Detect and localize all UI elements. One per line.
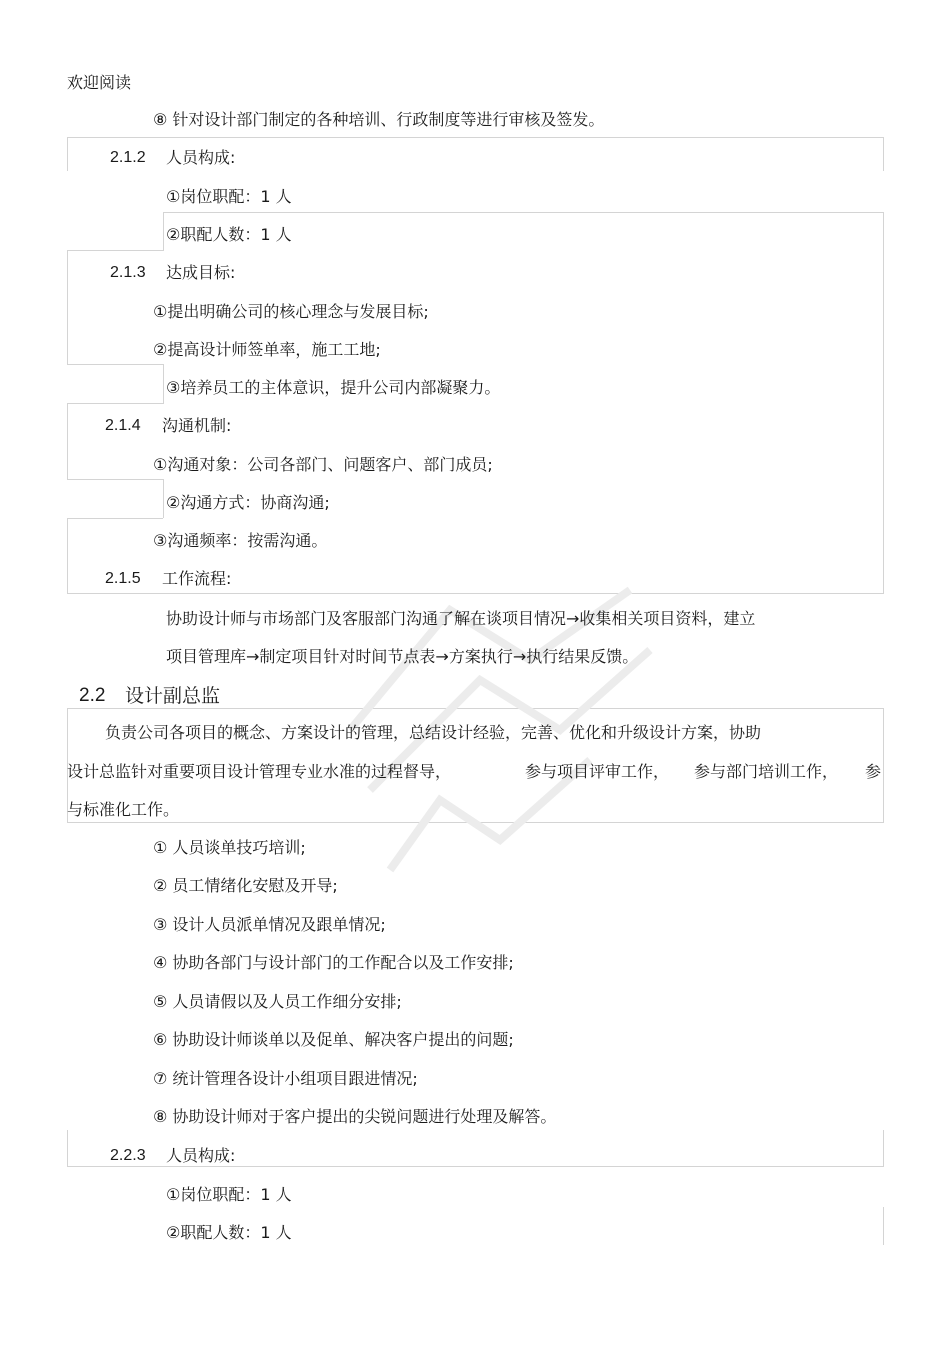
paragraph-line: 参与项目评审工作， bbox=[525, 762, 670, 781]
paragraph-line: 参 bbox=[865, 762, 882, 781]
duty-item: ④ 协助各部门与设计部门的工作配合以及工作安排; bbox=[153, 953, 514, 972]
header-label: 欢迎阅读 bbox=[67, 73, 132, 92]
duty-item: ⑧ 协助设计师对于客户提出的尖锐问题进行处理及解答。 bbox=[153, 1107, 557, 1126]
list-item: ①岗位职配：1 人 bbox=[166, 1185, 292, 1204]
duty-item: ⑤ 人员请假以及人员工作细分安排; bbox=[153, 992, 402, 1011]
section-number: 2.1.5 bbox=[105, 570, 141, 587]
list-item: ②沟通方式：协商沟通; bbox=[166, 493, 330, 512]
paragraph-line: 负责公司各项目的概念、方案设计的管理，总结设计经验，完善、优化和升级设计方案，协助 bbox=[105, 723, 762, 742]
section-number: 2.1.3 bbox=[110, 264, 146, 281]
heading-title: 设计副总监 bbox=[125, 685, 221, 707]
paragraph-line: 与标准化工作。 bbox=[67, 800, 180, 819]
list-item: ①岗位职配：1 人 bbox=[166, 187, 292, 206]
heading-number: 2.2 bbox=[79, 685, 106, 706]
list-item: ①提出明确公司的核心理念与发展目标; bbox=[153, 302, 429, 321]
section-number: 2.1.2 bbox=[110, 149, 146, 166]
section-number: 2.2.3 bbox=[110, 1147, 146, 1164]
list-item: ③培养员工的主体意识，提升公司内部凝聚力。 bbox=[166, 378, 501, 397]
list-item: ③沟通频率：按需沟通。 bbox=[153, 531, 328, 550]
list-item: ②职配人数：1 人 bbox=[166, 1223, 292, 1242]
workflow-line: 项目管理库→制定项目针对时间节点表→方案执行→执行结果反馈。 bbox=[166, 647, 639, 666]
duty-item-8: ⑧ 针对设计部门制定的各种培训、行政制度等进行审核及签发。 bbox=[153, 110, 605, 129]
duty-item: ③ 设计人员派单情况及跟单情况; bbox=[153, 915, 386, 934]
duty-item: ⑦ 统计管理各设计小组项目跟进情况; bbox=[153, 1069, 418, 1088]
section-number: 2.1.4 bbox=[105, 417, 141, 434]
duty-item: ① 人员谈单技巧培训; bbox=[153, 838, 306, 857]
duty-item: ⑥ 协助设计师谈单以及促单、解决客户提出的问题; bbox=[153, 1030, 514, 1049]
paragraph-line: 设计总监针对重要项目设计管理专业水准的过程督导， bbox=[67, 762, 452, 781]
duty-item: ② 员工情绪化安慰及开导; bbox=[153, 876, 338, 895]
section-title: 工作流程: bbox=[162, 569, 232, 588]
list-item: ②职配人数：1 人 bbox=[166, 225, 292, 244]
list-item: ①沟通对象：公司各部门、问题客户、部门成员; bbox=[153, 455, 493, 474]
section-title: 人员构成: bbox=[166, 148, 236, 167]
workflow-line: 协助设计师与市场部门及客服部门沟通了解在谈项目情况→收集相关项目资料，建立 bbox=[166, 609, 756, 628]
section-title: 人员构成: bbox=[166, 1146, 236, 1165]
section-title: 沟通机制: bbox=[162, 416, 232, 435]
section-title: 达成目标: bbox=[166, 263, 236, 282]
list-item: ②提高设计师签单率，施工工地; bbox=[153, 340, 381, 359]
paragraph-line: 参与部门培训工作， bbox=[694, 762, 839, 781]
